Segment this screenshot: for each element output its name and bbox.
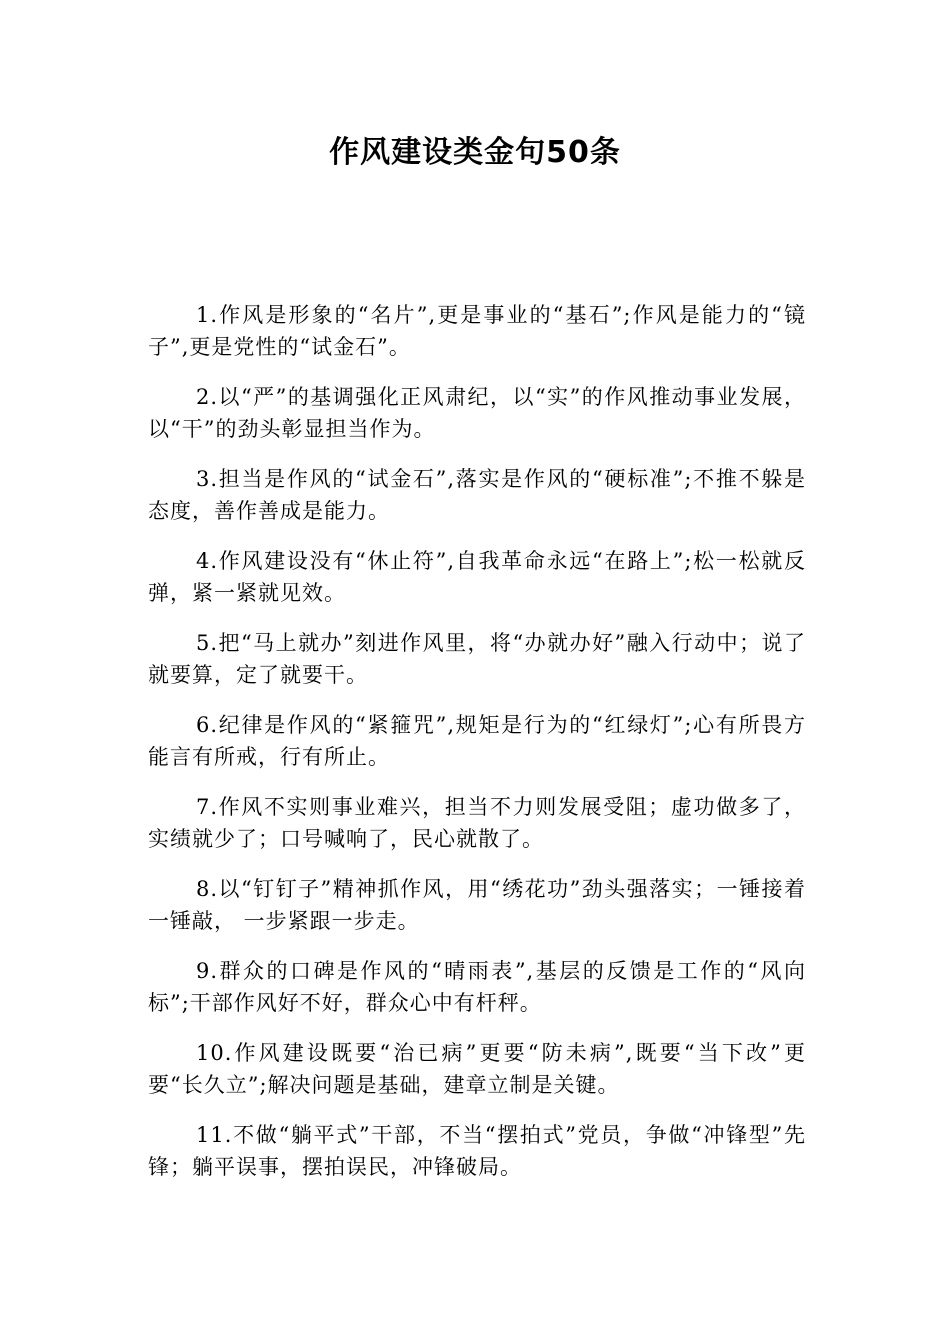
quote-paragraph: 4.作风建设没有“休止符”,自我革命永远“在路上”;松一松就反弹，紧一紧就见效。 — [148, 549, 806, 605]
quote-paragraph: 6.纪律是作风的“紧箍咒”,规矩是行为的“红绿灯”;心有所畏方能言有所戒，行有所止。 — [148, 713, 806, 769]
document-body — [148, 299, 806, 1201]
quote-paragraph: 3.担当是作风的“试金石”,落实是作风的“硬标准”;不推不躲是态度，善作善成是能力。 — [148, 467, 806, 523]
quote-paragraph: 2.以“严”的基调强化正风肃纪，以“实”的作风推动事业发展，以“干”的劲头彰显担当作为。 — [148, 385, 806, 441]
quote-paragraph: 1.作风是形象的“名片”,更是事业的“基石”;作风是能力的“镜子”,更是党性的“试金石”。 — [148, 303, 806, 359]
quote-paragraph: 10.作风建设既要“治已病”更要“防未病”,既要“当下改”更要“长久立”;解决问题是基础，建章立制是关键。 — [148, 1041, 806, 1097]
quote-paragraph: 8.以“钉钉子”精神抓作风，用“绣花功”劲头强落实；一锤接着一锤敲， 一步紧跟一步走。 — [148, 877, 806, 933]
quote-paragraph: 11.不做“躺平式”干部，不当“摆拍式”党员，争做“冲锋型”先锋；躺平误事，摆拍误民，冲锋破局。 — [148, 1123, 806, 1179]
quote-paragraph: 5.把“马上就办”刻进作风里，将“办就办好”融入行动中；说了就要算，定了就要干。 — [148, 631, 806, 687]
quote-paragraph: 7.作风不实则事业难兴，担当不力则发展受阻；虚功做多了，实绩就少了；口号喊响了，民心就散了。 — [148, 795, 806, 851]
document-title: 作风建设类金句50条 — [329, 135, 621, 170]
quote-paragraph: 9.群众的口碑是作风的“晴雨表”,基层的反馈是工作的“风向标”;干部作风好不好，群众心中有杆秤。 — [148, 959, 806, 1015]
